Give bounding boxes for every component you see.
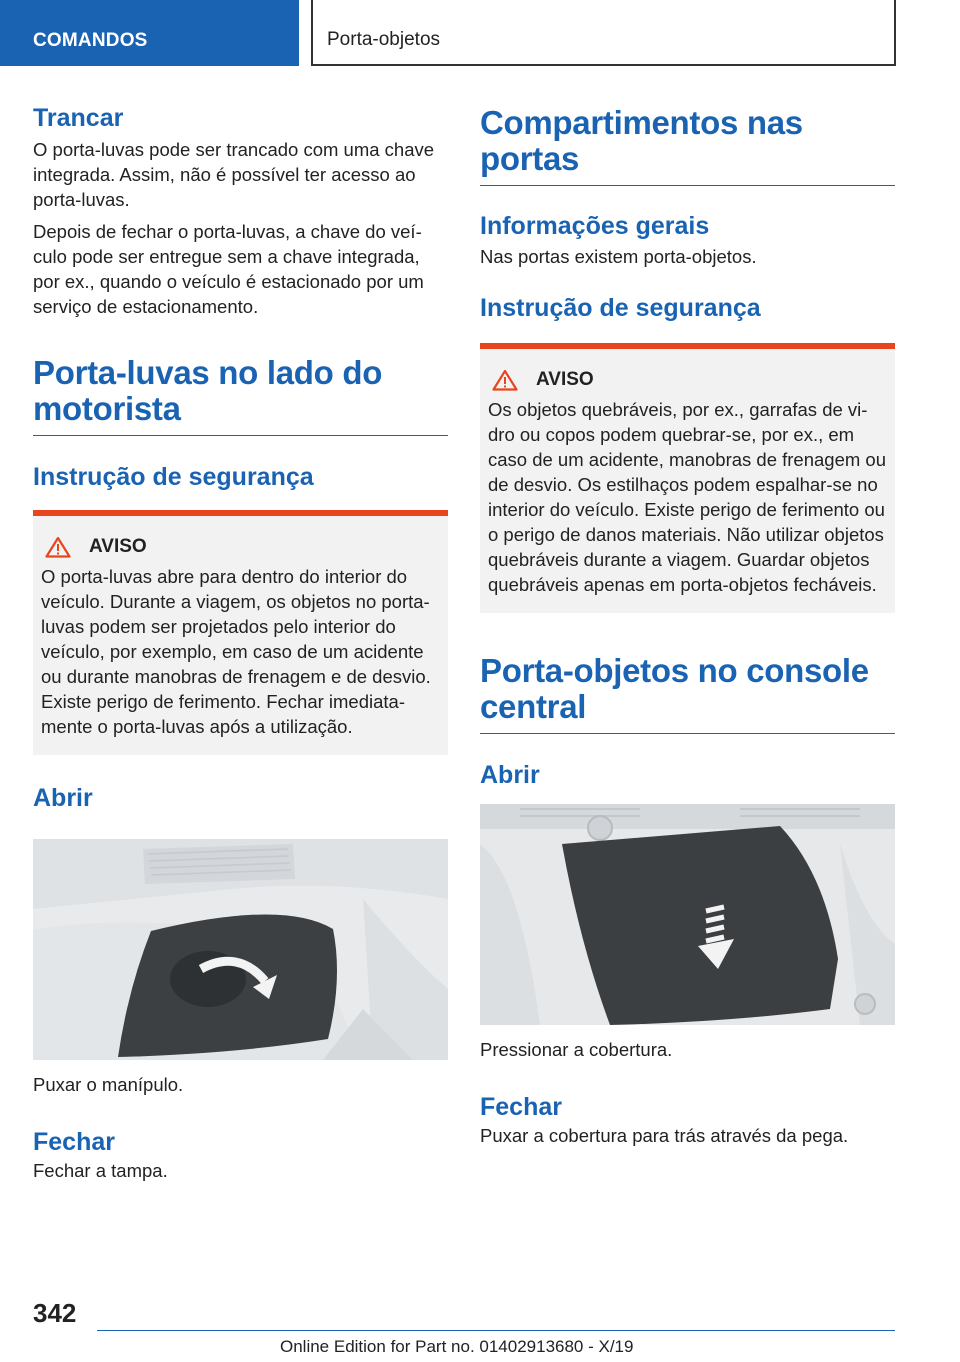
warning-box-left — [33, 510, 448, 755]
warning-text-left: O porta-luvas abre para dentro do interior do veículo. Durante a viagem, os objetos no porta-luvas podem ser projetados pelo interior do veículo, por exemplo, em caso de um acidente ou durante manobras de frenagem e de desvio. Existe perigo de ferimento. Fechar imediatamente o porta-luvas após a utilização. — [41, 566, 431, 737]
fechar-text-left: Fechar a tampa. — [33, 1160, 168, 1181]
section-tab — [0, 0, 299, 66]
section-title-porta-luvas: Porta-luvas no lado do motorista — [33, 354, 383, 427]
footer-rule — [97, 1330, 895, 1331]
heading-safety-right: Instrução de segurança — [480, 294, 761, 322]
warning-text-right: Os objetos quebráveis, por ex., garrafas de vidro ou copos podem quebrar-se, por ex., em caso de um acidente, manobras de frenagem ou de desvio. Os estilhaços podem espalhar-se no interior do veículo. Existe perigo de ferimento ou o perigo de danos materiais. Não utilizar objetos quebráveis durante a viagem. Guardar objetos quebráveis apenas em porta-objetos fecháveis. — [488, 399, 886, 595]
section-heading-porta-luvas — [33, 355, 448, 436]
trancar-paragraph-2: Depois de fechar o porta-luvas, a chave do veículo pode ser entregue sem a chave integrada, por ex., quando o veículo é estacionado por um serviço de estacionamento. — [33, 221, 424, 317]
warning-header — [492, 369, 887, 391]
fechar-text-right: Puxar a cobertura para trás através da pega. — [480, 1125, 849, 1146]
section-title-console: Porta-objetos no console central — [480, 652, 869, 725]
heading-safety-left: Instrução de segurança — [33, 463, 314, 491]
section-heading-compartimentos — [480, 105, 895, 186]
right-column — [480, 100, 895, 1148]
section-title-compartimentos: Compartimentos nas portas — [480, 104, 803, 177]
heading-abrir-right: Abrir — [480, 761, 540, 789]
left-column — [33, 100, 448, 1183]
heading-trancar: Trancar — [33, 104, 124, 132]
warning-triangle-icon — [492, 369, 518, 391]
warning-triangle-icon — [45, 536, 71, 558]
abrir-caption-left: Puxar o manípulo. — [33, 1074, 184, 1095]
console-illustration — [480, 804, 895, 1025]
info-text: Nas portas existem porta-objetos. — [480, 246, 757, 267]
section-heading-console — [480, 653, 895, 734]
warning-header — [45, 536, 440, 558]
heading-fechar-left: Fechar — [33, 1128, 115, 1156]
heading-abrir-left: Abrir — [33, 784, 93, 812]
abrir-caption-right: Pressionar a cobertura. — [480, 1039, 673, 1060]
warning-box-right — [480, 343, 895, 613]
page-header — [311, 0, 896, 66]
warning-label: AVISO — [536, 369, 594, 390]
glovebox-illustration — [33, 839, 448, 1060]
heading-fechar-right: Fechar — [480, 1093, 562, 1121]
warning-label: AVISO — [89, 536, 147, 557]
footer-edition: Online Edition for Part no. 01402913680 - X/19 — [280, 1337, 634, 1356]
page-number: 342 — [33, 1298, 77, 1328]
trancar-paragraph-1: O porta-luvas pode ser trancado com uma chave integrada. Assim, não é possível ter acesso ao porta-luvas. — [33, 139, 435, 210]
section-tab-label: COMANDOS — [33, 30, 148, 51]
page-header-title: Porta-objetos — [327, 29, 441, 50]
heading-info: Informações gerais — [480, 212, 710, 240]
